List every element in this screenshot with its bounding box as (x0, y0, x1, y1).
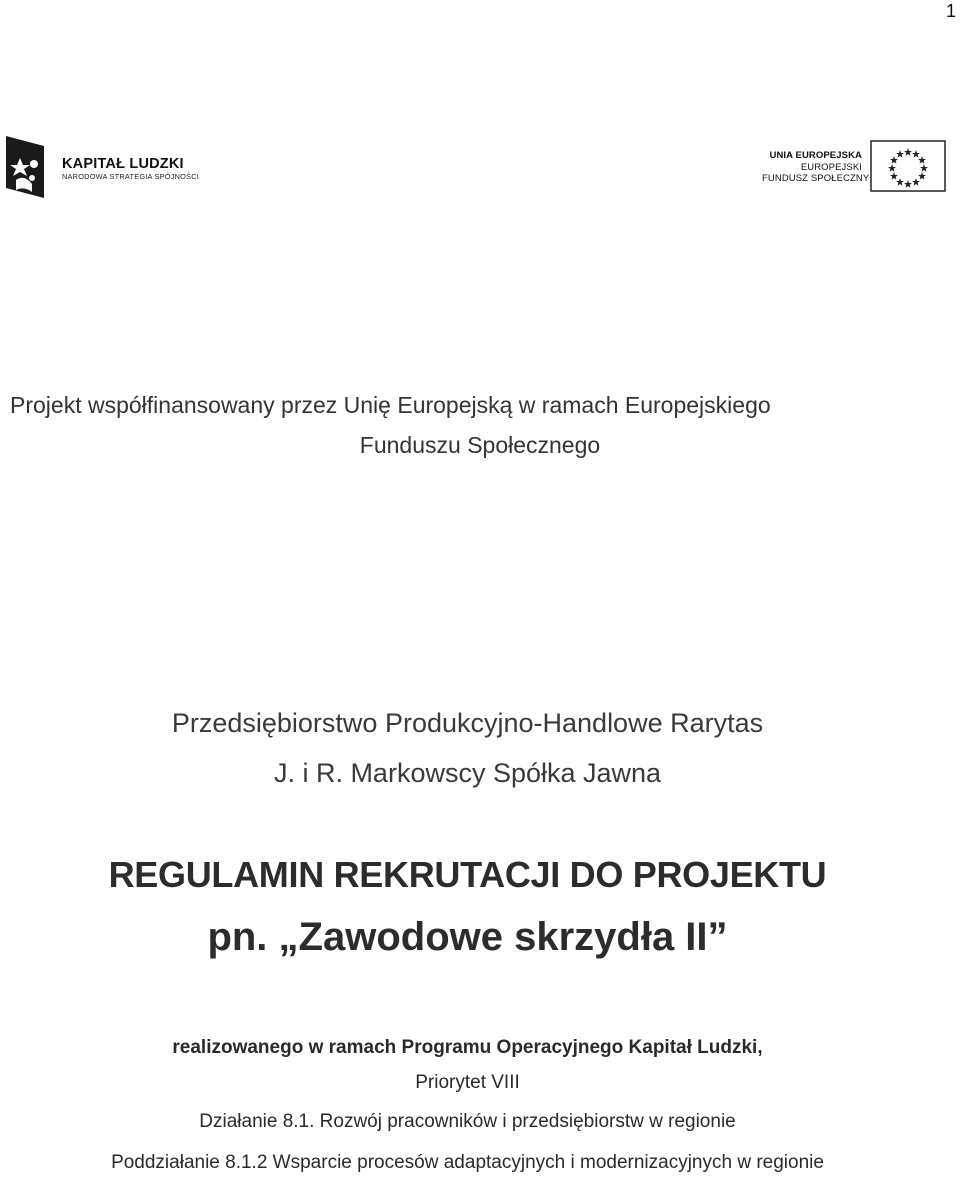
kapital-ludzki-emblem-icon (4, 134, 48, 198)
programme-priority: Priorytet VIII (415, 1072, 520, 1093)
eu-flag-icon (870, 140, 946, 192)
programme-subaction: Poddziałanie 8.1.2 Wsparcie procesów adaptacyjnych i modernizacyjnych w regionie (111, 1152, 824, 1173)
programme-action: Działanie 8.1. Rozwój pracowników i przedsiębiorstw w regionie (199, 1111, 736, 1132)
programme-line1: realizowanego w ramach Programu Operacyjnego Kapitał Ludzki, (172, 1037, 763, 1058)
logo-right-line2: EUROPEJSKI (800, 162, 862, 173)
logo-right-line1: UNIA EUROPEJSKA (769, 150, 862, 161)
logo-left-title: KAPITAŁ LUDZKI (62, 156, 184, 172)
page-number: 1 (945, 1, 956, 21)
logo-right-line3: FUNDUSZ SPOŁECZNY (762, 173, 870, 184)
funding-statement-line2: Funduszu Społecznego (359, 432, 601, 458)
kapital-ludzki-logo (4, 134, 214, 198)
logo-left-subtitle: NARODOWA STRATEGIA SPÓJNOŚCI (62, 172, 200, 181)
regulation-title: REGULAMIN REKRUTACJI DO PROJEKTU (108, 854, 827, 895)
eu-logo (760, 140, 948, 194)
funding-statement-line1: Projekt współfinansowany przez Unię Europejską w ramach Europejskiego (10, 392, 771, 418)
company-name-line1: Przedsiębiorstwo Produkcyjno-Handlowe Rarytas (171, 708, 764, 738)
company-name-line2: J. i R. Markowscy Spółka Jawna (273, 758, 662, 788)
project-name: pn. „Zawodowe skrzydła II” (207, 915, 728, 959)
